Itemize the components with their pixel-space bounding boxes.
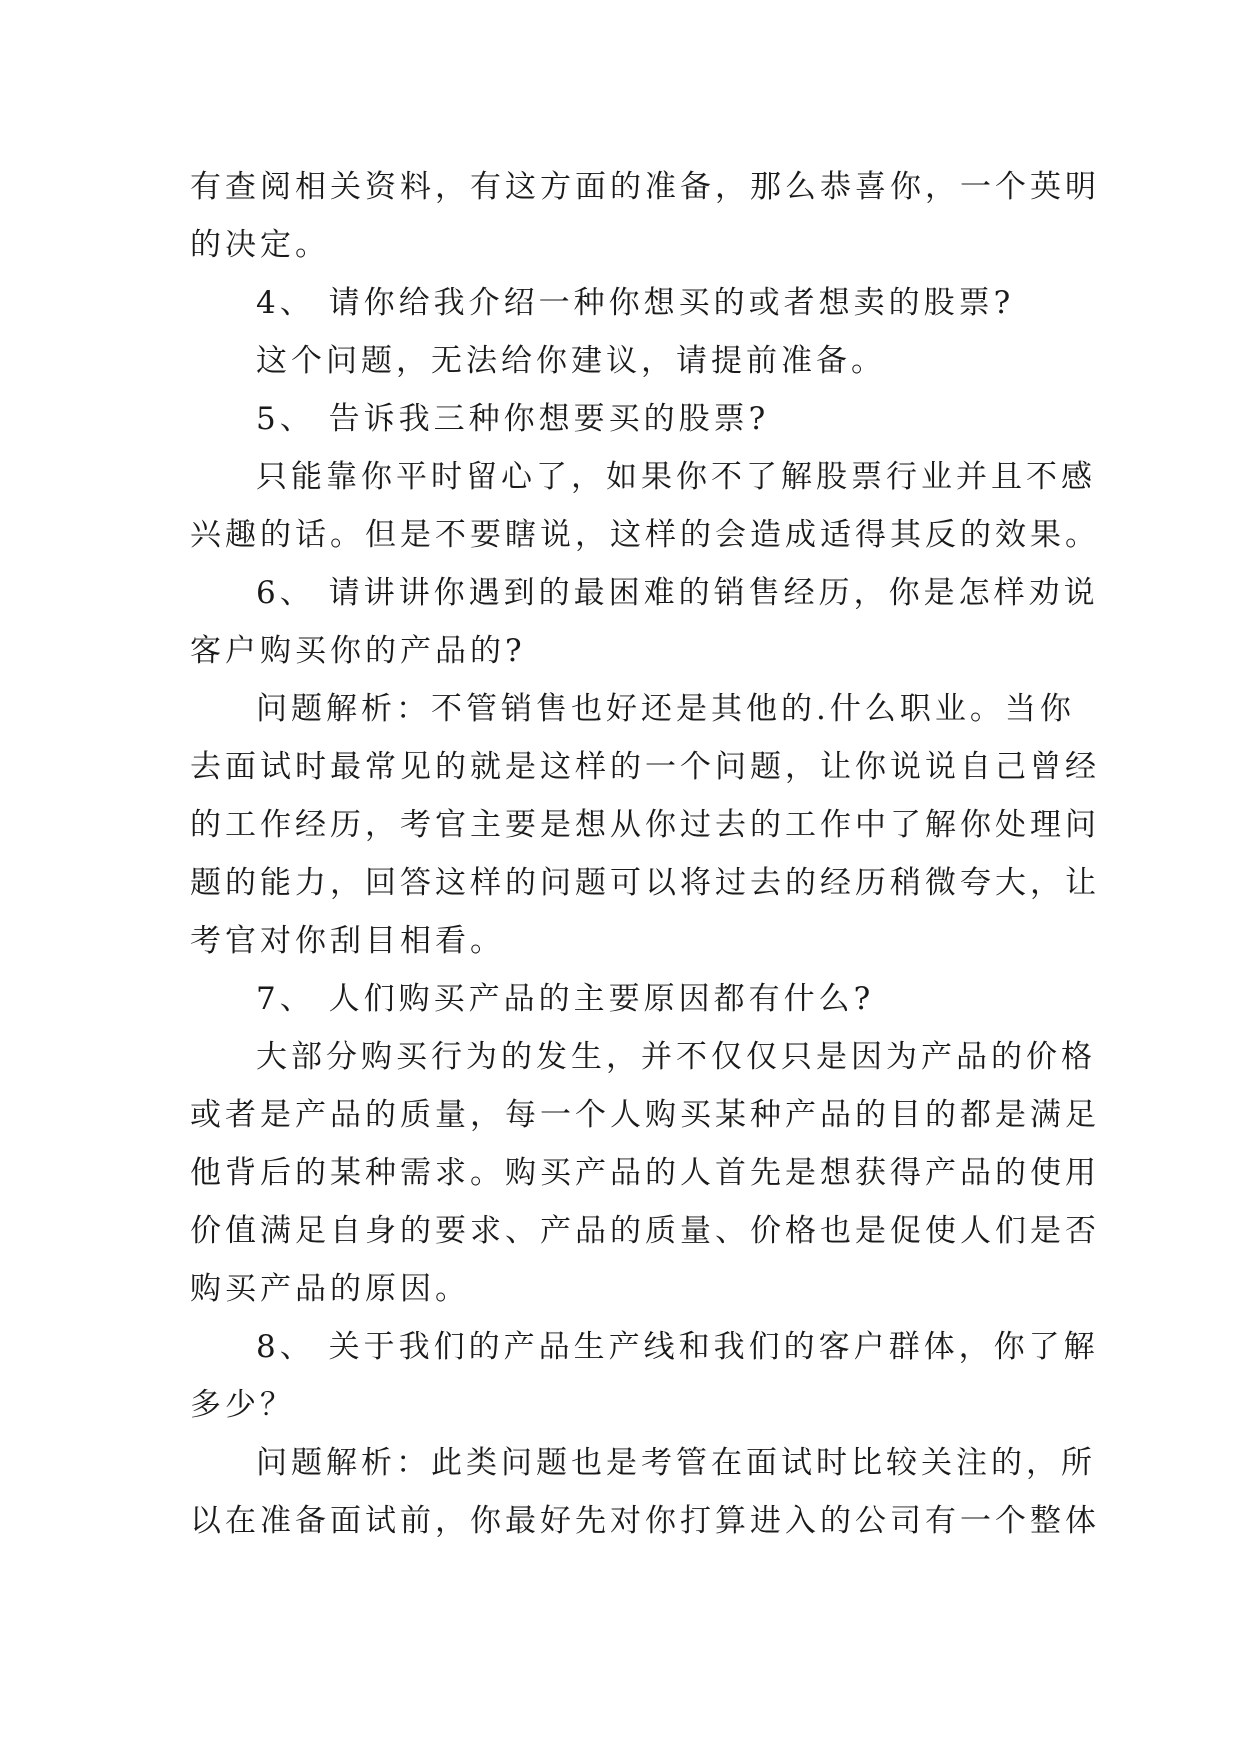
document-body — [190, 158, 1100, 1550]
text-line: 只能靠你平时留心了，如果你不了解股票行业并且不感 — [256, 459, 1096, 495]
text-line: 客户购买你的产品的? — [190, 633, 526, 669]
text-line: 他背后的某种需求。购买产品的人首先是想获得产品的使用 — [190, 1155, 1100, 1191]
text-line: 的工作经历，考官主要是想从你过去的工作中了解你处理问 — [190, 807, 1100, 843]
text-line: 购买产品的原因。 — [190, 1271, 470, 1307]
text-line: 考官对你刮目相看。 — [190, 923, 505, 959]
question-heading: 5、 告诉我三种你想要买的股票? — [256, 401, 770, 437]
text-line: 大部分购买行为的发生，并不仅仅只是因为产品的价格 — [256, 1039, 1096, 1075]
question-heading: 8、 关于我们的产品生产线和我们的客户群体，你了解 — [256, 1329, 1099, 1365]
question-heading: 7、 人们购买产品的主要原因都有什么? — [256, 981, 875, 1017]
text-line: 这个问题，无法给你建议，请提前准备。 — [256, 343, 886, 379]
question-heading: 4、 请你给我介绍一种你想买的或者想卖的股票? — [256, 285, 1015, 321]
text-line: 兴趣的话。但是不要瞎说，这样的会造成适得其反的效果。 — [190, 517, 1100, 553]
text-line: 题的能力，回答这样的问题可以将过去的经历稍微夸大，让 — [190, 865, 1100, 901]
text-line: 价值满足自身的要求、产品的质量、价格也是促使人们是否 — [190, 1213, 1100, 1249]
text-line: 问题解析：此类问题也是考管在面试时比较关注的，所 — [256, 1445, 1096, 1481]
text-line: 或者是产品的质量，每一个人购买某种产品的目的都是满足 — [190, 1097, 1100, 1133]
text-line: 有查阅相关资料，有这方面的准备，那么恭喜你，一个英明 — [190, 169, 1100, 205]
text-line: 去面试时最常见的就是这样的一个问题，让你说说自己曾经 — [190, 749, 1100, 785]
question-heading: 6、 请讲讲你遇到的最困难的销售经历，你是怎样劝说 — [256, 575, 1099, 611]
text-line: 问题解析：不管销售也好还是其他的.什么职业。当你 — [256, 691, 1075, 727]
text-line: 多少？ — [190, 1387, 295, 1423]
text-line: 的决定。 — [190, 227, 330, 263]
text-line: 以在准备面试前，你最好先对你打算进入的公司有一个整体 — [190, 1503, 1100, 1539]
